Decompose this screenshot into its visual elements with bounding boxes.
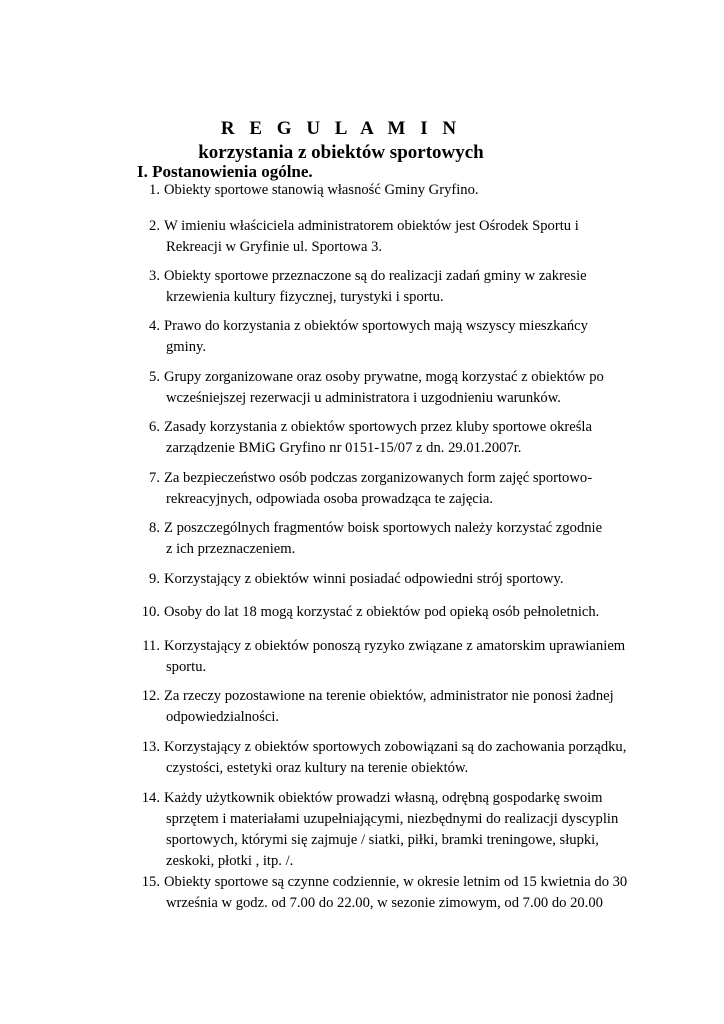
item-number: 15. <box>141 874 160 890</box>
item-text: sprzętem i materiałami uzupełniającymi, niezbędnymi do realizacji dyscyplin <box>166 811 619 827</box>
list-item <box>141 788 619 872</box>
item-text: zarządzenie BMiG Gryfino nr 0151-15/07 z dn. 29.01.2007r. <box>166 440 522 456</box>
list-item <box>149 417 592 459</box>
list-item <box>149 216 579 258</box>
list-item <box>141 737 627 779</box>
list-item <box>142 636 626 678</box>
item-text: Z poszczególnych fragmentów boisk sportowych należy korzystać zgodnie <box>164 520 603 536</box>
item-number: 6. <box>149 419 160 435</box>
list-item <box>149 468 593 510</box>
item-text: sportu. <box>166 659 207 675</box>
item-number: 13. <box>141 739 160 755</box>
item-text: Korzystający z obiektów winni posiadać odpowiedni strój sportowy. <box>164 571 564 587</box>
item-text: sportowych, którymi się zajmuje / siatki, piłki, bramki treningowe, słupki, <box>166 832 599 848</box>
item-text: Za bezpieczeństwo osób podczas zorganizowanych form zajęć sportowo- <box>164 470 593 486</box>
list-item <box>149 180 479 201</box>
list-item <box>141 872 628 914</box>
item-text: Obiekty sportowe przeznaczone są do realizacji zadań gminy w zakresie <box>164 268 587 284</box>
item-text: krzewienia kultury fizycznej, turystyki i sportu. <box>166 289 444 305</box>
item-text: Prawo do korzystania z obiektów sportowych mają wszyscy mieszkańcy <box>164 318 588 334</box>
item-number: 5. <box>149 369 160 385</box>
item-number: 2. <box>149 218 160 234</box>
item-number: 8. <box>149 520 160 536</box>
item-text: Osoby do lat 18 mogą korzystać z obiektów pod opieką osób pełnoletnich. <box>164 604 600 620</box>
list-item <box>141 602 600 623</box>
item-number: 14. <box>141 790 160 806</box>
item-text: Obiekty sportowe są czynne codziennie, w okresie letnim od 15 kwietnia do 30 <box>164 874 628 890</box>
list-item <box>149 316 588 358</box>
item-text: wcześniejszej rezerwacji u administratora i uzgodnieniu warunków. <box>166 390 561 406</box>
item-text: września w godz. od 7.00 do 22.00, w sezonie zimowym, od 7.00 do 20.00 <box>166 895 603 911</box>
document-subtitle: korzystania z obiektów sportowych <box>198 142 484 163</box>
list-item <box>141 686 614 728</box>
item-text: Obiekty sportowe stanowią własność Gminy Gryfino. <box>164 182 479 198</box>
item-text: rekreacyjnych, odpowiada osoba prowadząca te zajęcia. <box>166 491 493 507</box>
item-text: z ich przeznaczeniem. <box>166 541 296 557</box>
item-text: Korzystający z obiektów sportowych zobowiązani są do zachowania porządku, <box>164 739 627 755</box>
item-text: Zasady korzystania z obiektów sportowych przez kluby sportowe określa <box>164 419 592 435</box>
item-text: Każdy użytkownik obiektów prowadzi własną, odrębną gospodarkę swoim <box>164 790 603 806</box>
list-item <box>149 518 603 560</box>
item-text: Rekreacji w Gryfinie ul. Sportowa 3. <box>166 239 383 255</box>
item-number: 10. <box>141 604 160 620</box>
item-text: Grupy zorganizowane oraz osoby prywatne, mogą korzystać z obiektów po <box>164 369 604 385</box>
item-number: 9. <box>149 571 160 587</box>
section-heading: I. Postanowienia ogólne. <box>137 162 313 181</box>
item-text: gminy. <box>166 339 206 355</box>
item-text: odpowiedzialności. <box>166 709 280 725</box>
item-text: czystości, estetyki oraz kultury na terenie obiektów. <box>166 760 469 776</box>
item-number: 12. <box>141 688 160 704</box>
document-title: R E G U L A M I N <box>220 118 462 139</box>
list-item <box>149 569 564 590</box>
list-item <box>149 266 587 308</box>
item-text: W imieniu właściciela administratorem obiektów jest Ośrodek Sportu i <box>164 218 579 234</box>
item-text: zeskoki, płotki , itp. /. <box>166 853 294 869</box>
item-number: 7. <box>149 470 160 486</box>
item-number: 11. <box>142 638 160 654</box>
item-text: Za rzeczy pozostawione na terenie obiektów, administrator nie ponosi żadnej <box>164 688 614 704</box>
item-number: 4. <box>149 318 160 334</box>
item-number: 1. <box>149 182 160 198</box>
list-item <box>149 367 604 409</box>
item-number: 3. <box>149 268 160 284</box>
item-text: Korzystający z obiektów ponoszą ryzyko związane z amatorskim uprawianiem <box>164 638 626 654</box>
